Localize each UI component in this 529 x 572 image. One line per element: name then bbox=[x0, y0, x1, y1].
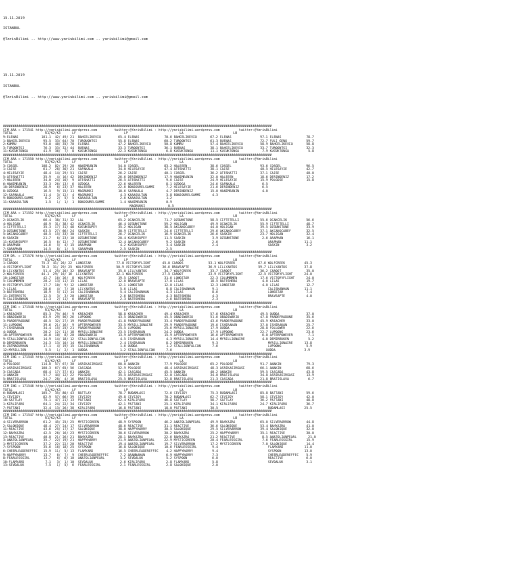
report-text-line: ############################################################################################################################################ bbox=[3, 153, 272, 157]
report-text-line: CIM ING = 171546 http://yarisbilimi.wordpress.com twitter:@YarisBilimi : http://yarisbilimi.wordpress.com twitter:@YarisBilimi bbox=[3, 384, 278, 388]
report-text-line: 1:MYSTICGREEN 37.2 22/ 22/ 20 REACTIVE 19.4 ANATOLIANPEARL 19.7 SILVERARROW 17.2 MYSTICGREEN 7.0 SALONIQUE 14.4 bbox=[3, 441, 314, 446]
report-text-line: 3:COSGEL 108.2 82/ 29/ 20 HANIMEANIN 54.0 COSGEL 83.2 HALEEEN 38.6 COSGEL 93.6 COSGEL 96.5 bbox=[3, 163, 314, 168]
report-contact-line: @TarisBilimi -- http://www.yarisbilimi.com -- yarisbilimi@gmail.com bbox=[3, 37, 148, 42]
report-text-line: 11:LUPOONG 39.6 21/ 16/ 9 APTERPOWEVER 33.5 MYRILLIONAIRE 29.9 PARDEFRADONE 19.6 ISHIRAKAN 37.0 ISHIRAKAN 25.7 bbox=[3, 322, 314, 327]
report-text-line: 8:FEARLESSGIRL 13.7 6/ 6/ 10 ANATOLIANPEARL 3.2 SEVDALUK 5.2 SYSPOON 6.0 REACTIVE 6.0 bbox=[3, 456, 312, 461]
report-header-second bbox=[3, 67, 529, 107]
report-text-line: 8:LILYANTUS 51.4 25/ 20/ 32 BRAVEAPTE 35.0 LILLYANTOS 34.7 WOLFCREEK 33.7 CAROOT 36.2 CAROOT 35.0 bbox=[3, 268, 314, 273]
report-text-line: ############################################################################################################################################ bbox=[3, 124, 272, 129]
report-text-line: 2:ASRIKASIRGASI 100.3 67/ 65/ 56 CASCADA 52.9 POLGOSE 48.4 ASRIKASIRGASI 48.3 ASRIKASIRGASI 66.1 ANAKIN 68.6 bbox=[3, 365, 314, 370]
report-text-line: 5:COLUMBMEN 20.2 13/ 11/ 15 LILAS 12.0 BRAVEAPTE 17.0 LILAS 18.5 BATESHEBA 4.0 LILAS 19.7 bbox=[3, 279, 314, 284]
report-text-line: 4:SILVERARROW 61.2 45/ 25/ 25 MYSTICGREEN 48.9 SYSPOON 46.2 ANATOLIANPEARL 49.9 BAHYAZRA 65.0 SILVERARROW 44.8 bbox=[3, 420, 314, 425]
report-text-line: ############################################################################################################################################ bbox=[3, 380, 272, 385]
report-text-line: ############################################################################################################################################ bbox=[3, 409, 272, 414]
report-text-line: 3:BATESHEBA 18.9 5/ 11/ 14 CALISHANHAN 5.4 CALISHANHAN 4.3 LILAS 8.6 LONGSTAR 7.4 bbox=[3, 290, 312, 295]
report-text-line: 11:REACTIVE 43.6 25/ 17/ 17 SALONIQUE 38.0 HAPPYHARRY 30.5 SALONIQUE 29.5 SILVERARROW 39.4 SALONIQUE 32.0 bbox=[3, 427, 314, 432]
report-text-line: 9:ELENAS 101.1 42/ 49/ 21 BAHCELIKEVIO 65.4 ELENAS 70.6 BAHCELIKEVIO 67.2 ELENAS 97.1 ELENAS 78.7 bbox=[3, 134, 314, 139]
report-text-line: 9:CALISHANHAN 11.3 2/ 11/ 6 BRAVEAPTE 2.3 BATESHEBA 2.6 BATESHEBA 2.3 bbox=[3, 297, 218, 302]
report-text-line: 11:KARASULTAN 1.5 1/ 1/ 1 BONJOURELSAMMI 1.4 HANIMEANIN 0.9 bbox=[3, 199, 172, 204]
report-text-line: TOTAL K1/K2/K3 LF LP LA LB bbox=[3, 131, 238, 136]
report-text-line: 5:OBADIWARIO 63.9 29/ 56/ 26 LUPOONG 43.5 OBADIWARIO 45.5 OBADIWARIO 51.6 OBADIWARIO 47.8 PARDEFRADONE 35.6 bbox=[3, 315, 314, 320]
report-text-line: 12:BAHYAZRA 42.5 26/ 16/ 23 MYSTICGREEN 30.6 SILVERARROW 30.2 BAHYAZRA 25.2 HAPPYHARRY 35.1 REACTIVE 30.0 bbox=[3, 430, 314, 435]
report-text-line: CIM ING = 171545 http://yarisbilimi.wordpress.com twitter:@YarisBilimi : http://yarisbilimi.wordpress.com twitter:@YarisBilimi bbox=[3, 355, 278, 360]
report-city: ISTANBUL bbox=[3, 84, 21, 89]
report-text-line: 3:TURQONTSI 76.3 33/ 32/ 44 BUENAS 33.3 TURQONTSI 36.1 BUENAS 38.1 BAHCELIKEVIO 33.7 TURQONTSI 32.3 bbox=[3, 145, 314, 150]
report-text-line: 6:CHEERLEADEREFFEC 15.9 11/ 5/ 13 FLAMYARD 16.5 CHEERLEADEREFFEC 4.2 HAPPYHARRY 9.4 SYSPOON 13.0 bbox=[3, 448, 312, 453]
report-contact-line: @TarisBilimi -- http://www.yarisbilimi.com -- yarisbilimi@gmail.com bbox=[3, 95, 148, 100]
report-text-line: 12:SAPAKALA 11.4 3/ 12/ 4 MAGRUKKI 4.3 KARASULTAN 3.8 BONJOURELSAMMI 4.3 bbox=[3, 192, 218, 197]
report-text-line: ############################################################################################################################################ bbox=[3, 250, 272, 255]
report-text-line: TOTAL K1/K2/K3 LF LP LA LB bbox=[3, 214, 238, 219]
report-text-line: 10:LONGSTAR 42.7 16/ 26/ 8 WOLFCREEK 19.5 CAROOT 31.6 LONGSTAR 22.3 COLUMBMEN 17.6 VICTORYFLIGHT 24.0 bbox=[3, 275, 314, 280]
report-text-line: 10:FLAMYARD 7.1 3/ 1/ 10 SEVDALUK 2.6 KIRLIFARO 2.8 FLAMYARD 5.8 SEVDALUK 3.1 bbox=[3, 459, 312, 464]
report-text-line: 10:APTERPOWEVER 16.0 10/ 8/ 20 OBADIWARIO 13.9 APTERPOWEVER 15.9 APTERPOWEVER 16.6 APTERPOWEVER 6.0 APTERPOWEVER 7.1 bbox=[3, 333, 314, 338]
report-text-line: CIM ING = 171547 http://yarisbilimi.wordpress.com twitter:@YarisBilimi : http://yarisbilimi.wordpress.com twitter:@YarisBilimi bbox=[3, 412, 278, 417]
report-text-line: 4:HILESAYIE 48.4 14/ 29/ 51 CAISE 26.2 CAISE 40.1 COSGEL 36.2 ATESHATTI 37.1 CAISE 40.0 bbox=[3, 171, 314, 176]
report-text-line: TOTAL K1/K2/K3 LF LP LA LB bbox=[3, 387, 238, 392]
report-text-line: 8:ARAPHAN 14.6 5/ 4/ 15 ARAPHAN 4.2 KUCUKSUPEY 3.4 SASKIN 2.4 SASKIN 3.2 bbox=[3, 243, 312, 248]
report-text-line: CIM DR. = 171576 http://yarisbilimi.wordpress.com twitter:@YarisBilimi : http://yarisbilimi.wordpress.com twitter:@YarisBilimi bbox=[3, 254, 278, 259]
report-date: 15.11.2019 bbox=[3, 73, 25, 78]
report-text-line: 5:AKCAKOCABEY 40.5 15/ 33/ 30 CIFTETELLI 26.7 OCAKCELIK 16.9 OCAKCELIK 26.6 SASKIN 23.7 HOLIGAN 32.4 bbox=[3, 232, 314, 237]
report-text-line: 3:CASCADA 68.4 17/ 37/ 61 ANAKIN 42.1 CASCADA 45.5 ANAKIN 40.2 ANAKIN 59.5 CASCADA 43.8 bbox=[3, 369, 314, 374]
blank-line bbox=[3, 56, 529, 60]
report-text-line: 1:CAISE 61.7 28/ 30/ 21 SAPAKALA 34.0 HILESAYIE 47.4 ATESHATTI 38.1 CAISE 40.5 HILESAYIE 42.7 bbox=[3, 167, 314, 172]
race-tables bbox=[3, 125, 529, 468]
report-text-line: CIM ARA = 171550 http://yarisbilimi.wordpress.com twitter:@YarisBilimi : http://yarisbilimi.wordpress.com twitter:@YarisBilimi bbox=[3, 156, 278, 161]
report-text-line: 4:OUDDA 20.2 12/ 11/ 18 MYRILLIONAIRE 23.5 ISHIRAKAN 24.2 OUDDA 17.9 LUPOONG 22.7 LUPOONG 23.6 bbox=[3, 329, 314, 334]
report-text-line: 4:VICTORYFLIGHT 70.3 31/ 29/ 25 WOLFCREEK 50.9 VICTORYFLIGHT 36.6 BRAVEAPTE 36.9 LILLYANTOS 59.7 LILLYANTOS 37.8 bbox=[3, 264, 312, 269]
report-text-line: 1:ANAKIN 57.7 44/ 12/ 22 POLGOSE 35.5 ASRIKASIRGASI 32.0 CASCADA 34.0 BRATISLAVA 34.8 ASRIKASIRGASI 13.9 bbox=[3, 373, 314, 378]
report-text-line: 6:VICTORYFLIGHT 17.7 10/ 9/ 12 LONGSTAR 12.1 LONGSTAR 12.0 LILAS 12.3 LONGSTAR 4.0 LILAS 12.7 bbox=[3, 282, 314, 287]
report-text-line: 11:KUCUKSUPEY 16.5 6/ 12/ 7 OZGUNSTONE 12.4 AKCAKOCABEY 9.2 SASKIN 2.6 ARAPHAN 11.1 bbox=[3, 239, 312, 244]
report-text-line: 6:ZATMAGURHAN 17.1 4/ 19/ 15 CALISHANHAN 1.6 OUDDA 1.2 STALLIONFALCON 7.6 LUPOONG 5.9 bbox=[3, 344, 312, 349]
report-text-line: ############################################################################################################################################ bbox=[3, 207, 272, 212]
report-text-line: 7:SYSPOON 35.6 16/ 18/ 25 SYSPOON 16.8 SALONIQUE 10.6 FEARLESSGIRL 9.4 FLAMYARD 11.0 bbox=[3, 445, 312, 450]
report-text-line: 6:HANIMEANIN 33.3 26/ 13/ 6 OZDOGA 22.6 HALEEEN 8.1 OZDOGA 24.6 SAPAKALA 6.5 bbox=[3, 181, 268, 186]
report-date: 15.11.2019 bbox=[3, 15, 25, 20]
report-text-line: 13:REACTIVE 40.0 21/ 26/ 21 BAHYAZRA 28.1 BAHYAZRA 22.6 BAHYAZRA 21.2 REACTIVE 8.5 ANATOLIANPEARL 21.0 bbox=[3, 434, 316, 439]
report-text-line: 7:PATTANI 32.4 13/ 26/ 38 KIRLIFARO 16.8 PATTANI 18.0 PATTANI 30.5 BUDAMLASI 25.5 bbox=[3, 405, 312, 410]
report-text-line: 12:MYRILLION 5.5 1/ 2/ 1 OUDDA 1.2 STALLIONFALCON 7.6 OUDDA 3.9 bbox=[3, 347, 311, 352]
report-text-line: CIM ARA = 171552 http://yarisbilimi.wordpress.com twitter:@YarisBilimi : http://yarisbilimi.wordpress.com twitter:@YarisBilimi bbox=[3, 210, 278, 215]
report-text-line: 10:DERINDENIZ 28.9 6/ 23/ 37 HALEEEN 22.6 BONJOURELSAMMI 7.2 HILESAYIE 21.6 DERINDENIZ 6.5 bbox=[3, 185, 268, 190]
report-city: ISTANBUL bbox=[3, 26, 21, 31]
report-text-line: 8:OZDOGA 16.5 9/ 15/ 11 MAGRUKKI 10.6 SAPAKALA 4.7 DERINDENIZ 15.0 HANIMEANIN 4.0 bbox=[3, 189, 268, 194]
report-text-line: 3:OZGUNSTONE 63.5 27/ 66/ 24 SASKIN 30.9 CIFTETELLI 24.6 CIFTETELLI 29.6 AKCAKOCABEY 37.1 AKCAKOCABEY 32.5 bbox=[3, 228, 314, 233]
report-text-line: 5:ATESHATTI 35.9 4/ 16/ 42 DEKINDENIZ 26.6 DERINDENIZ 17.9 HANIMEANIN 32.0 HALEEEN 18.6 DERINDENIZ 17.2 bbox=[3, 174, 314, 179]
report-text-line: 11:KUCUKTONGA 41.9 36/ 7/ 8 KUCUKTONGA 22.3 KUCUKTONGA 6.8 KUCUKTONGA 11.1 KUCUKTONGA 7.9 KUCUKTONGA 5.8 bbox=[3, 149, 314, 154]
report-text-line: 13:SEVDALUK 7.5 1/ 5/ 6 FEARLESSGIRL 2.1 FEARLESSGIRL 2.8 SALONIQUE 2.0 bbox=[3, 463, 218, 468]
report-text-line: 3:PARDEFRADONE 48.5 32/ 27/ 19 PARDEFRADONE 41.8 PARDEFRADONE 33.4 PARDEFRADONE 43.6 PARDEFRADONE 45.9 KREACHER 33.0 bbox=[3, 319, 314, 324]
report-text-line: ############################################################################################################################################ bbox=[3, 300, 272, 305]
blank-line bbox=[3, 114, 529, 118]
report-text-line: TOTAL K1/K2/K3 LF LP LA LB bbox=[3, 416, 238, 421]
report-header-top bbox=[3, 9, 529, 49]
report-text-line: TOTAL K1/K2/K3 LF LP LA LB bbox=[3, 160, 238, 165]
report-text-line: MAGRUKKI 0.5 bbox=[3, 203, 174, 208]
report-text-line: 9:STALLIONFALCON 14.9 14/ 18/ 12 STALLIONFALCON 4.5 ISHIRAKAN 4.3 MYRILLIONAIRE 14.4 MYRILLIONAIRE 4.0 DEMIRBUKEN 5.2 bbox=[3, 337, 314, 342]
report-text-line: 9:BONJOURELSAMMI 6.2 2/ 5/ 5 KARASULTAN 2.6 KARASULTAN 1.2 bbox=[3, 196, 172, 201]
report-text-line: 4:POLGOSE 114.0 57/ 67/ 30 ASRIKASIRGASI 60.0 ANAKIN 77.9 POLGOSE 65.2 POLGOSE 91.7 ANAKIN 79.3 bbox=[3, 362, 314, 367]
report-text-line: 1:KIRLIFARO 64.1 24/ 22/ 34 CEVIZOY 42.1 PATTANI 25.1 KIRLIFARO 34.1 KIRLIFARO 24.7 KIRLIFARO 36.7 bbox=[3, 402, 314, 407]
report-text-line: 2:SALONIQUE 48.4 27/ 24/ 17 SILVERARROW 48.6 REACTIVE 31.1 REACTIVE 36.6 SALONIQUE 53.4 BAHYAZRA 41.0 bbox=[3, 423, 314, 428]
report-text-line: 2:CEVIZOY 82.9 57/ 66/ 39 CEVIZOY 49.8 CEVIZOY 70.2 BUDAMLASI 62.7 CEVIZOY 58.1 CEVIZOY 42.0 bbox=[3, 394, 314, 399]
report-text-line: 1:BAHCELIKEVIO 95.5 33/ 64/ 70 TURQUONTSI 55.8 ELENAS 60.2 TURQONTSI 61.3 BUENAS 72.7 FULI GENO 59.7 bbox=[3, 138, 314, 143]
report-text-line: 9:HAPPYHARRY 13.7 6/ 7/ 9 CHEERLEADEREFFEC 7.2 ARANNAHAN 6.9 HAPPYHARRY 7.3 CHEERLEADEREFFEC 5.9 bbox=[3, 452, 312, 457]
report-text-line: 2:OCAKCELIK 66.4 38/ 31/ 32 LAL 65.2 OCAKCELIK 71.7 OZGUNSTONE 58.5 CIFTETELLI 55.6 OCAKCELIK 56.6 bbox=[3, 217, 314, 222]
report-text-line: 1:CAROOS 75.3 41/ 26/ 22 LONGSTAR 77.0 VICTORYFLIGHT 45.0 CAROOS 53.1 WOLFCREEK 67.6 WOLFCREEK 45.3 bbox=[3, 261, 312, 266]
report-text-line: 11:INTERESTS 12.5 3/ 3/ 20 LONGSTAR 2.6 BATESHEBA 4.3 BATESHEBA 4.3 BRAVEAPTE 4.0 bbox=[3, 293, 312, 298]
report-text-line: 7:HALEEEN 34.0 24/ 10/ 9 ATESHATTI 26.5 ATESHATTI 9.6 CAISE 24.9 HILESAYIE 15.9 POLGOSE 15.8 bbox=[3, 178, 314, 183]
report-text-line: 1:CIFTETELLI 35.3 17/ 31/ 48 KUCUKSUPEY 35.2 HOLIGAN 38.5 AKCAKOCABEY 44.0 HOLIGAN 39.5 OZGUNSTONE 33.9 bbox=[3, 225, 314, 230]
report-text-line: 1:KREACHER 85.3 79/ 46/ 9 KREACHER 58.8 KREACHER 49.4 KREACHER 57.6 KREACHER 49.5 OUDDA 37.0 bbox=[3, 311, 314, 316]
report-text-line: 5:BRATISLAVA 24.7 28/ 4/ 16 BRATISLAVA 25.5 BRATISLAVA 32.8 BRATISLAVA 21.3 CASCADA 21.8 BRATISLAVA 6.7 bbox=[3, 376, 314, 381]
report-text-line: 6:BUDAMLASI 105.7 35/ 80/ 43 BATTLAY 78.7 BUDAMLASI 72.6 CEVIZOY 75.3 BUDAMLASI 85.8 BATTANI 59.6 bbox=[3, 391, 314, 396]
report-text-line: TOTAL K1/K2/K3 LF LP LA LB bbox=[3, 308, 238, 313]
report-text-line: 8:DEMIRBUKEN 24.3 13/ 10/ 14 MYRILLIONAIRE 2.4 ISHIRAKAN 8.2 DEMIRBUKEN 9.3 MYRILLIONAIRE 13.8 bbox=[3, 340, 312, 345]
report-text-line: CIM ARA = 171541 http://yarisbilimi.wordpress.com twitter:@YarisBilimi : http://yarisbilimi.wordpress.com twitter:@YarisBilimi bbox=[3, 127, 278, 132]
report-text-line: 6:SASKIN 21.7 6/ 23/ 10 OZGUNSTONE 20.4 KUCUKSUPEY 11.5 SASKIN 3.9 OZGUNSTONE 2.6 ARAPHAN 16.1 bbox=[3, 236, 314, 241]
report-text-line: 10:SATTLAY 75.1 47/ 21/ 13 PATTANI 62.4 KIRLIFARO 46.8 SATTLAY 58.7 SATTLAY 36.2 PATTANI 48.8 bbox=[3, 398, 314, 403]
report-text-line: 2:WOLFCREEK 44.1 29/ 16/ 16 LILYANTUS 32.1 WOLFCREEK 27.5 CAROOT 23.9 VICTORYFLIGHT 22.5 VICTORYFLIGHT 24.0 bbox=[3, 272, 312, 277]
report-text-line: TOTAL K1/K2/K3 LF LP LA LB bbox=[3, 358, 238, 363]
report-text-line: CIM ING = 171548 http://yarisbilimi.wordpress.com twitter:@YarisBilimi : http://yarisbilimi.wordpress.com twitter:@YarisBilimi bbox=[3, 304, 278, 309]
report-text-line: 7:LILAS 20.6 4/ 7/ 10 LILYANTUS 5.6 LILAS 8.8 CALISHANHAN 9.1 CALISHANHAN 11.1 bbox=[3, 286, 312, 291]
report-text-line: 7:ISHIRAKAN 34.4 15/ 25/ 21 PARDEFRADONE 25.5 LUPOONG 25.6 MYRILLIONAIRE 17.9 OUDDA 28.8 FOLLOWER 22.6 bbox=[3, 326, 314, 331]
report-text-line: ############################################################################################################################################ bbox=[3, 351, 272, 356]
report-text-line: 7:SARAPHAN 14.5 8/ 1/ 5 SARAPHAN 2.5 SASKIN 2.5 bbox=[3, 246, 172, 251]
report-text-line: 3:ANATOLIANPEARL 35.7 22/ 19/ 21 HAPPYHARRY 21.9 ANATOLIANPEARL 22.9 MYSTICGREEN 20.4 FEARLESSGIRL 7.6 FEARLESSGIRL 15.9 bbox=[3, 438, 314, 443]
report-text-line: 4:HOLIGAN 48.9 31/ 38/ 42 UCAKCELIK 46.4 OZGUNSTONE 59.2 HOLIGAN 49.9 OCAKCELIK 55.9 CIFTETELLI 48.7 bbox=[3, 221, 314, 226]
report-text-line: 2:KUMRU 93.0 40/ 35/ 70 ELENAS 47.2 BAHCELIKEVIO 50.8 KUMRU 57.4 BAHCELIKEVIO 58.9 BAHCELIKEVIO 58.8 bbox=[3, 142, 314, 147]
report-text-line: TOTAL K1/K2/K3 LF LP LA LB bbox=[3, 257, 238, 262]
